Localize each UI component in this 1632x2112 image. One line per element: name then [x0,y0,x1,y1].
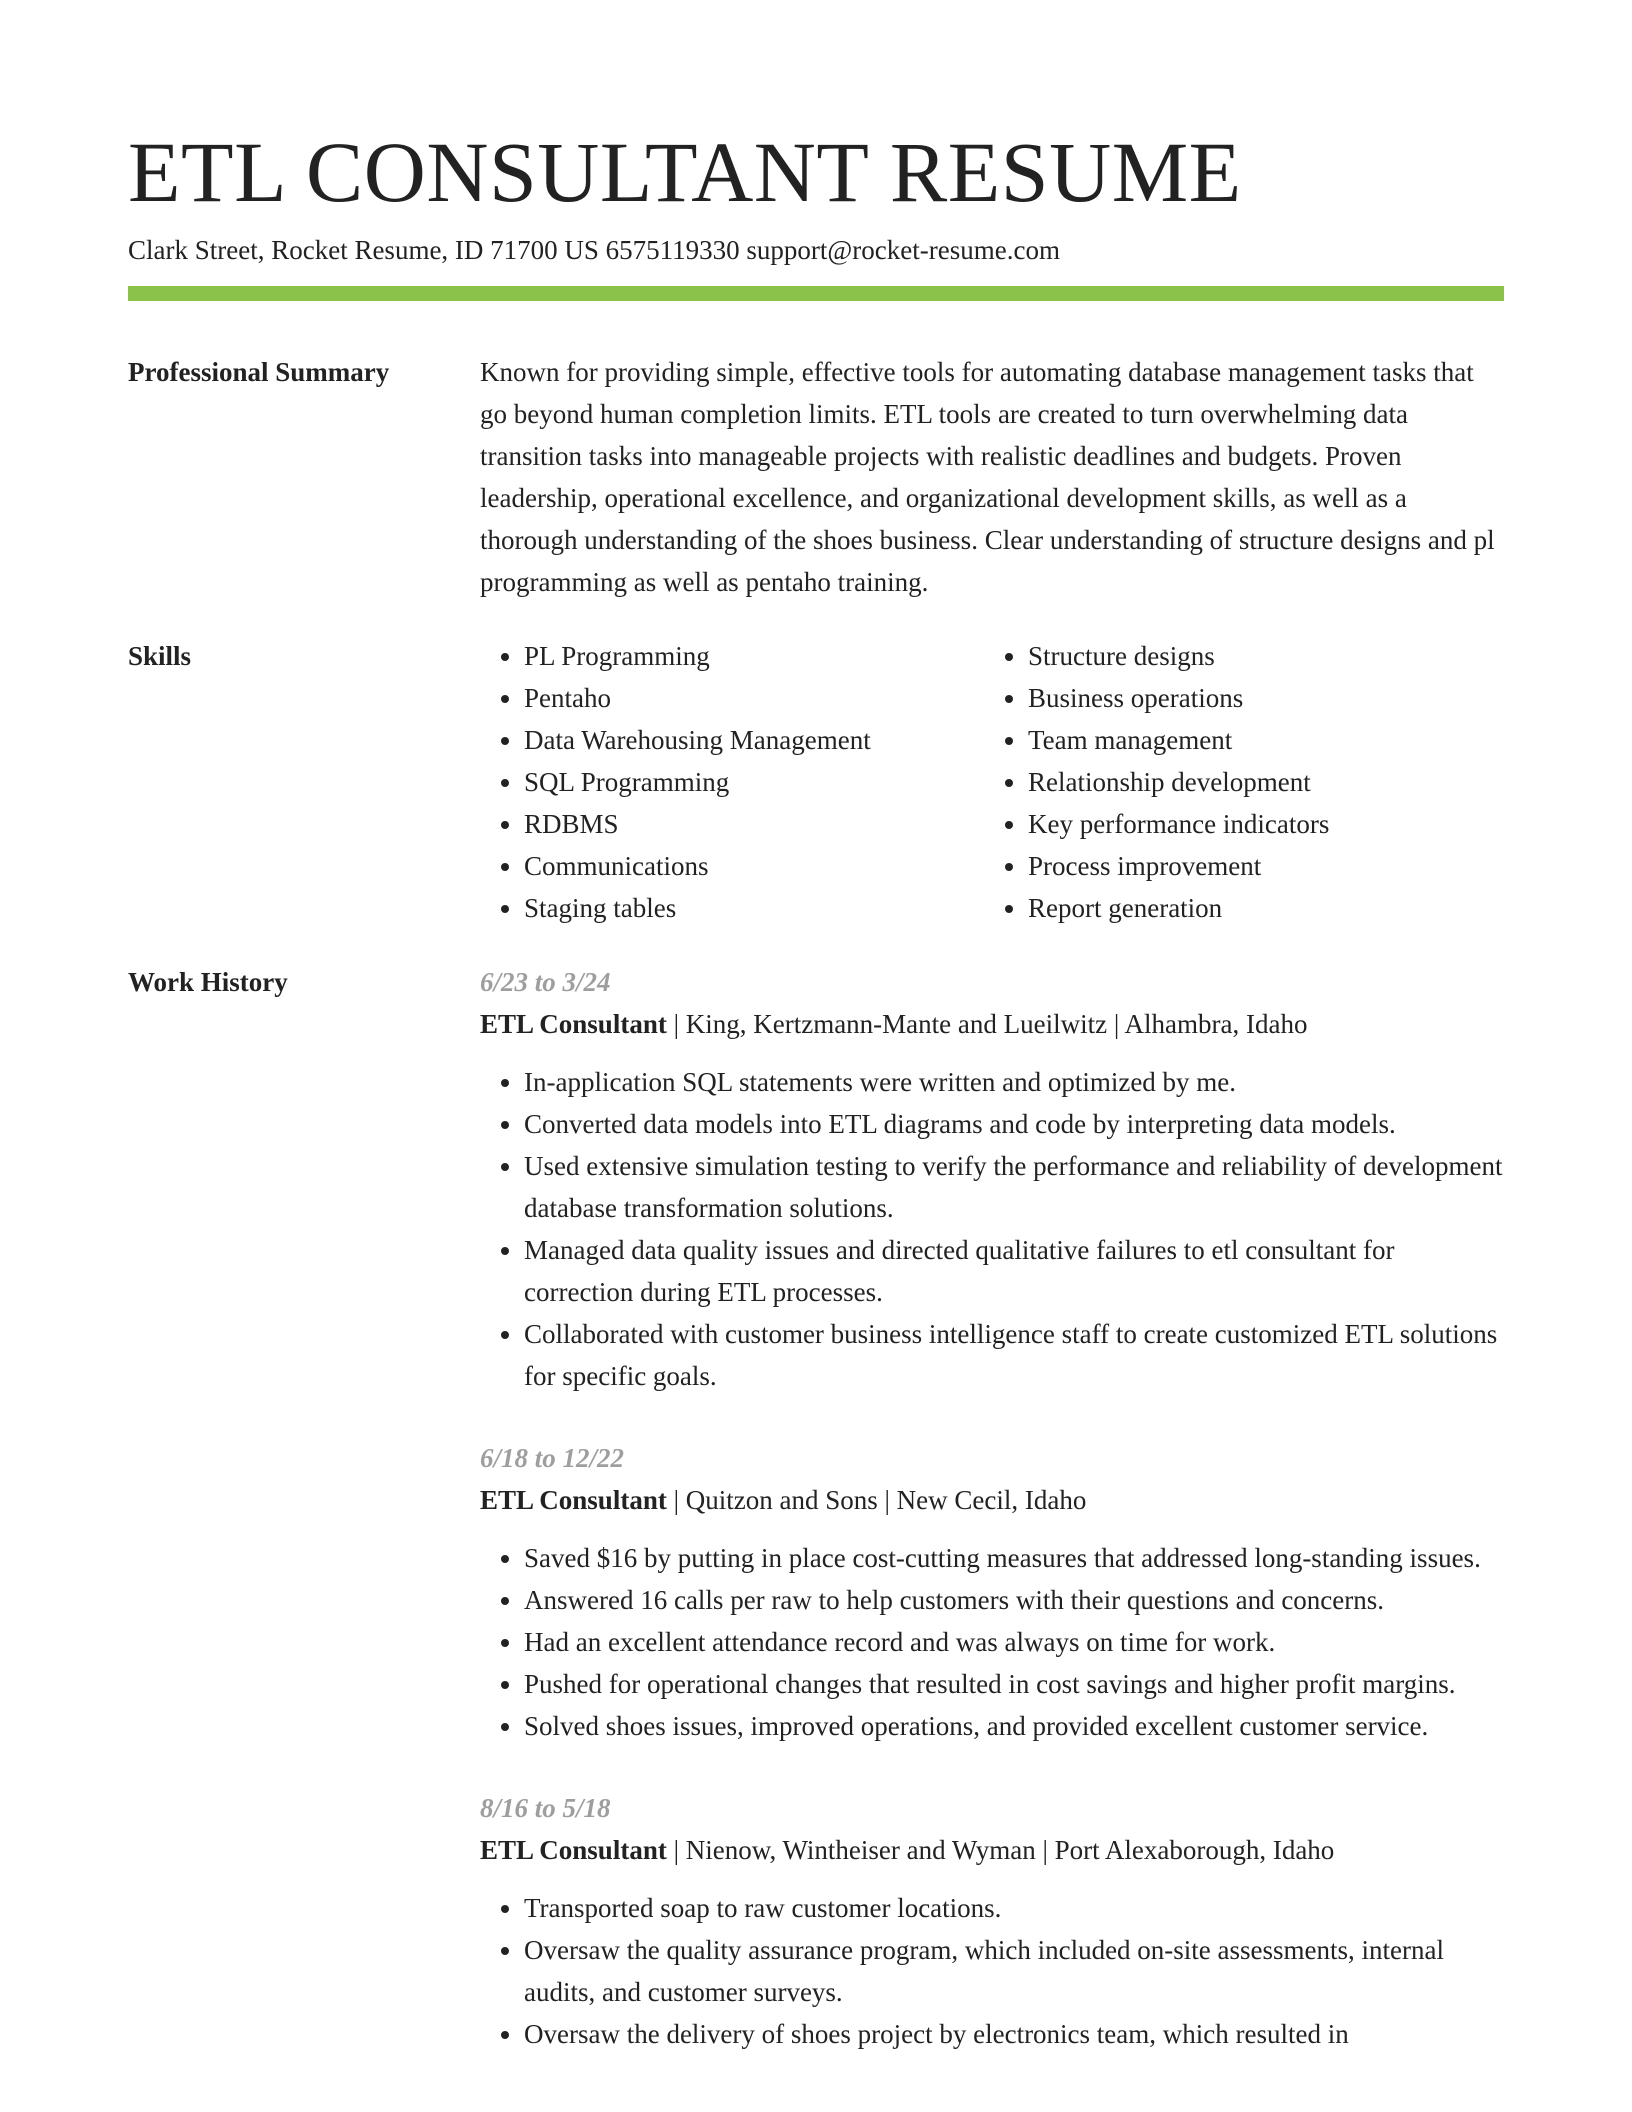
skills-section [128,635,1504,929]
skill-item: • Relationship development [1028,761,1528,803]
job-bullet: • Oversaw the delivery of shoes project by electronics team, which resulted in [524,2013,1504,2055]
skill-item: • SQL Programming [524,761,984,803]
skill-item: • Process improvement [1028,845,1528,887]
job-bullet: • Converted data models into ETL diagrams and code by interpreting data models. [524,1103,1504,1145]
job-dates: 6/23 to 3/24 [480,967,611,997]
skill-item: • RDBMS [524,803,984,845]
job-header [480,1479,1504,1521]
resume-page [128,0,1504,2095]
job-entry [480,961,1504,1397]
skill-item: • Report generation [1028,887,1528,929]
job-bullet: • Transported soap to raw customer locations. [524,1887,1504,1929]
job-employer-location: | Nienow, Wintheiser and Wyman | Port Alexaborough, Idaho [666,1835,1335,1865]
job-entry [480,1437,1504,1747]
skill-item: • Business operations [1028,677,1528,719]
job-bullet: • Managed data quality issues and directed qualitative failures to etl consultant for correction during ETL processes. [524,1229,1504,1313]
job-bullet: • Used extensive simulation testing to verify the performance and reliability of development database transformation solutions. [524,1145,1504,1229]
job-bullets [480,1887,1504,2055]
contact-info: Clark Street, Rocket Resume, ID 71700 US 6575119330 support@rocket-resume.com [128,235,1060,265]
job-dates: 6/18 to 12/22 [480,1443,625,1473]
skill-item: • Structure designs [1028,635,1528,677]
skill-item: • Pentaho [524,677,984,719]
section-label-work-history: Work History [128,967,288,997]
skill-item: • Data Warehousing Management [524,719,984,761]
job-entry [480,1787,1504,2055]
job-title: ETL Consultant [480,1485,667,1515]
job-header [480,1829,1504,1871]
job-bullet: • Oversaw the quality assurance program, which included on-site assessments, internal audits, and customer surveys. [524,1929,1504,2013]
skill-item: • PL Programming [524,635,984,677]
job-dates: 8/16 to 5/18 [480,1793,611,1823]
job-bullet: • Pushed for operational changes that resulted in cost savings and higher profit margins. [524,1663,1504,1705]
professional-summary-section [128,351,1504,603]
job-bullet: • Had an excellent attendance record and was always on time for work. [524,1621,1504,1663]
skills-list-left [480,635,984,929]
job-bullet: • Answered 16 calls per raw to help customers with their questions and concerns. [524,1579,1504,1621]
work-history-section [128,961,1504,2095]
resume-title: ETL CONSULTANT RESUME [128,124,1242,220]
skill-item: • Communications [524,845,984,887]
summary-text: Known for providing simple, effective tools for automating database management tasks that go beyond human completion limits. ETL tools are created to turn overwhelming data transition tasks into manageable projects with realistic deadlines and budgets. Proven leadership, operational excellence, and organizational development skills, as well as a thorough understanding of the shoes business. Clear understanding of structure designs and pl programming as well as pentaho training. [480,357,1495,597]
skill-item: • Team management [1028,719,1528,761]
accent-divider [128,286,1504,301]
job-bullet: • Solved shoes issues, improved operations, and provided excellent customer service. [524,1705,1504,1747]
job-title: ETL Consultant [480,1009,667,1039]
job-bullet: • Saved $16 by putting in place cost-cutting measures that addressed long-standing issues. [524,1537,1504,1579]
job-employer-location: | King, Kertzmann-Mante and Lueilwitz | Alhambra, Idaho [666,1009,1308,1039]
job-bullet: • In-application SQL statements were written and optimized by me. [524,1061,1504,1103]
section-label-skills: Skills [128,641,192,671]
section-label-summary: Professional Summary [128,357,390,387]
job-bullets [480,1537,1504,1747]
job-title: ETL Consultant [480,1835,667,1865]
jobs-list [480,961,1504,2095]
job-employer-location: | Quitzon and Sons | New Cecil, Idaho [666,1485,1087,1515]
skill-item: • Key performance indicators [1028,803,1528,845]
job-header [480,1003,1504,1045]
skills-list-right [984,635,1528,929]
job-bullet: • Collaborated with customer business intelligence staff to create customized ETL solutions for specific goals. [524,1313,1504,1397]
job-bullets [480,1061,1504,1397]
skill-item: • Staging tables [524,887,984,929]
